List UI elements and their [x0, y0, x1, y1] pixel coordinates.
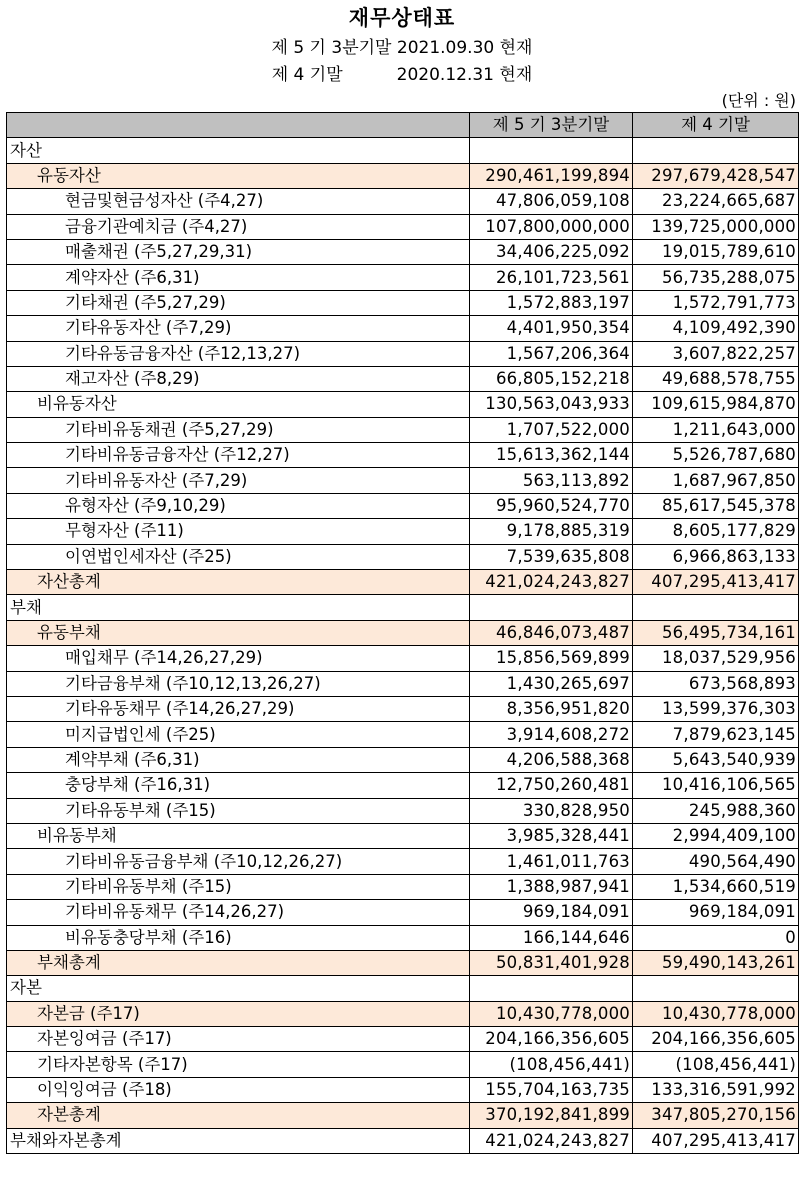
account-label: 무형자산 (주11)	[7, 519, 470, 544]
account-label: 자본	[7, 976, 470, 1001]
table-row	[7, 265, 799, 290]
prior-value: 245,988,360	[633, 798, 799, 823]
current-value	[470, 595, 633, 620]
account-label: 기타비유동채무 (주14,26,27)	[7, 900, 470, 925]
prior-value: 204,166,356,605	[633, 1027, 799, 1052]
table-row	[7, 1128, 799, 1153]
prior-value: 0	[633, 925, 799, 950]
statement-title: 재무상태표	[348, 6, 456, 30]
column-header-account	[7, 113, 470, 138]
prior-value: 59,490,143,261	[633, 950, 799, 975]
current-value: 3,914,608,272	[470, 722, 633, 747]
current-value: 421,024,243,827	[470, 570, 633, 595]
account-label: 기타자본항목 (주17)	[7, 1052, 470, 1077]
period-current: 제 5 기 3분기말 2021.09.30 현재	[271, 38, 533, 58]
prior-value: 5,643,540,939	[633, 747, 799, 772]
current-value: 1,388,987,941	[470, 874, 633, 899]
account-label: 계약부채 (주6,31)	[7, 747, 470, 772]
table-row	[7, 316, 799, 341]
prior-value: 56,735,288,075	[633, 265, 799, 290]
table-row	[7, 1001, 799, 1026]
prior-value: 297,679,428,547	[633, 163, 799, 188]
table-row	[7, 925, 799, 950]
account-label: 비유동부채	[7, 823, 470, 848]
prior-value: 10,430,778,000	[633, 1001, 799, 1026]
current-value: 563,113,892	[470, 468, 633, 493]
prior-value: 1,211,643,000	[633, 417, 799, 442]
prior-value: 347,805,270,156	[633, 1103, 799, 1128]
current-value: 46,846,073,487	[470, 620, 633, 645]
current-value: 969,184,091	[470, 900, 633, 925]
current-value: 4,206,588,368	[470, 747, 633, 772]
account-label: 충당부채 (주16,31)	[7, 773, 470, 798]
account-label: 기타비유동자산 (주7,29)	[7, 468, 470, 493]
prior-value: 56,495,734,161	[633, 620, 799, 645]
current-value: 204,166,356,605	[470, 1027, 633, 1052]
account-label: 유동자산	[7, 163, 470, 188]
account-label: 이연법인세자산 (주25)	[7, 544, 470, 569]
current-value: 1,572,883,197	[470, 290, 633, 315]
table-header-row	[7, 113, 799, 138]
current-value: 107,800,000,000	[470, 214, 633, 239]
table-row	[7, 722, 799, 747]
account-label: 기타비유동금융자산 (주12,27)	[7, 443, 470, 468]
table-row	[7, 239, 799, 264]
prior-value	[633, 976, 799, 1001]
table-row	[7, 773, 799, 798]
table-row	[7, 189, 799, 214]
account-label: 현금및현금성자산 (주4,27)	[7, 189, 470, 214]
prior-value: 18,037,529,956	[633, 646, 799, 671]
table-row	[7, 443, 799, 468]
prior-value: 6,966,863,133	[633, 544, 799, 569]
current-value: 15,613,362,144	[470, 443, 633, 468]
current-value: 1,567,206,364	[470, 341, 633, 366]
prior-value: 7,879,623,145	[633, 722, 799, 747]
current-value: 166,144,646	[470, 925, 633, 950]
account-label: 금융기관예치금 (주4,27)	[7, 214, 470, 239]
current-value: 330,828,950	[470, 798, 633, 823]
prior-value: 407,295,413,417	[633, 1128, 799, 1153]
prior-value: 1,687,967,850	[633, 468, 799, 493]
prior-value: 407,295,413,417	[633, 570, 799, 595]
current-value: 1,430,265,697	[470, 671, 633, 696]
current-value	[470, 138, 633, 163]
column-header-current: 제 5 기 3분기말	[470, 113, 633, 138]
account-label: 매입채무 (주14,26,27,29)	[7, 646, 470, 671]
table-row	[7, 671, 799, 696]
account-label: 기타비유동부채 (주15)	[7, 874, 470, 899]
prior-value: 969,184,091	[633, 900, 799, 925]
table-row	[7, 468, 799, 493]
prior-value: 5,526,787,680	[633, 443, 799, 468]
prior-value	[633, 138, 799, 163]
prior-value: 49,688,578,755	[633, 366, 799, 391]
table-row	[7, 620, 799, 645]
account-label: 자본잉여금 (주17)	[7, 1027, 470, 1052]
current-value: 1,707,522,000	[470, 417, 633, 442]
current-value: 15,856,569,899	[470, 646, 633, 671]
table-row	[7, 646, 799, 671]
current-value	[470, 976, 633, 1001]
current-value: 34,406,225,092	[470, 239, 633, 264]
column-header-prior: 제 4 기말	[633, 113, 799, 138]
prior-value	[633, 595, 799, 620]
table-row	[7, 798, 799, 823]
account-label: 기타유동채무 (주14,26,27,29)	[7, 696, 470, 721]
account-label: 자산	[7, 138, 470, 163]
table-row	[7, 900, 799, 925]
account-label: 매출채권 (주5,27,29,31)	[7, 239, 470, 264]
table-row	[7, 747, 799, 772]
current-value: 7,539,635,808	[470, 544, 633, 569]
account-label: 부채와자본총계	[7, 1128, 470, 1153]
table-row	[7, 519, 799, 544]
current-value: (108,456,441)	[470, 1052, 633, 1077]
prior-value: 139,725,000,000	[633, 214, 799, 239]
table-row	[7, 570, 799, 595]
table-row	[7, 874, 799, 899]
table-row	[7, 849, 799, 874]
current-value: 421,024,243,827	[470, 1128, 633, 1153]
table-row	[7, 493, 799, 518]
period-prior: 제 4 기말 2020.12.31 현재	[271, 65, 533, 85]
balance-sheet-table	[6, 112, 799, 1154]
table-row	[7, 595, 799, 620]
account-label: 기타유동부채 (주15)	[7, 798, 470, 823]
table-row	[7, 976, 799, 1001]
account-label: 자본금 (주17)	[7, 1001, 470, 1026]
account-label: 유동부채	[7, 620, 470, 645]
table-row	[7, 1077, 799, 1102]
account-label: 기타유동자산 (주7,29)	[7, 316, 470, 341]
account-label: 자산총계	[7, 570, 470, 595]
current-value: 8,356,951,820	[470, 696, 633, 721]
table-row	[7, 417, 799, 442]
table-row	[7, 138, 799, 163]
table-row	[7, 392, 799, 417]
table-row	[7, 366, 799, 391]
prior-value: 19,015,789,610	[633, 239, 799, 264]
account-label: 자본총계	[7, 1103, 470, 1128]
prior-value: 13,599,376,303	[633, 696, 799, 721]
account-label: 부채총계	[7, 950, 470, 975]
current-value: 130,563,043,933	[470, 392, 633, 417]
prior-value: 2,994,409,100	[633, 823, 799, 848]
prior-value: 85,617,545,378	[633, 493, 799, 518]
prior-value: 109,615,984,870	[633, 392, 799, 417]
current-value: 4,401,950,354	[470, 316, 633, 341]
prior-value: 1,534,660,519	[633, 874, 799, 899]
account-label: 기타유동금융자산 (주12,13,27)	[7, 341, 470, 366]
prior-value: 10,416,106,565	[633, 773, 799, 798]
prior-value: 133,316,591,992	[633, 1077, 799, 1102]
table-row	[7, 1027, 799, 1052]
account-label: 이익잉여금 (주18)	[7, 1077, 470, 1102]
table-row	[7, 1052, 799, 1077]
current-value: 47,806,059,108	[470, 189, 633, 214]
account-label: 비유동자산	[7, 392, 470, 417]
table-row	[7, 950, 799, 975]
current-value: 1,461,011,763	[470, 849, 633, 874]
prior-value: (108,456,441)	[633, 1052, 799, 1077]
prior-value: 1,572,791,773	[633, 290, 799, 315]
table-row	[7, 696, 799, 721]
table-row	[7, 163, 799, 188]
current-value: 26,101,723,561	[470, 265, 633, 290]
prior-value: 490,564,490	[633, 849, 799, 874]
account-label: 유형자산 (주9,10,29)	[7, 493, 470, 518]
account-label: 기타비유동금융부채 (주10,12,26,27)	[7, 849, 470, 874]
account-label: 부채	[7, 595, 470, 620]
current-value: 155,704,163,735	[470, 1077, 633, 1102]
table-row	[7, 214, 799, 239]
current-value: 370,192,841,899	[470, 1103, 633, 1128]
prior-value: 8,605,177,829	[633, 519, 799, 544]
current-value: 66,805,152,218	[470, 366, 633, 391]
account-label: 재고자산 (주8,29)	[7, 366, 470, 391]
prior-value: 3,607,822,257	[633, 341, 799, 366]
current-value: 10,430,778,000	[470, 1001, 633, 1026]
prior-value: 673,568,893	[633, 671, 799, 696]
current-value: 12,750,260,481	[470, 773, 633, 798]
current-value: 50,831,401,928	[470, 950, 633, 975]
table-row	[7, 341, 799, 366]
account-label: 계약자산 (주6,31)	[7, 265, 470, 290]
account-label: 기타채권 (주5,27,29)	[7, 290, 470, 315]
table-row	[7, 544, 799, 569]
account-label: 기타금융부채 (주10,12,13,26,27)	[7, 671, 470, 696]
unit-label: (단위 : 원)	[721, 91, 796, 110]
current-value: 290,461,199,894	[470, 163, 633, 188]
account-label: 기타비유동채권 (주5,27,29)	[7, 417, 470, 442]
table-row	[7, 823, 799, 848]
prior-value: 23,224,665,687	[633, 189, 799, 214]
account-label: 비유동충당부채 (주16)	[7, 925, 470, 950]
account-label: 미지급법인세 (주25)	[7, 722, 470, 747]
current-value: 95,960,524,770	[470, 493, 633, 518]
table-row	[7, 1103, 799, 1128]
table-row	[7, 290, 799, 315]
prior-value: 4,109,492,390	[633, 316, 799, 341]
current-value: 9,178,885,319	[470, 519, 633, 544]
current-value: 3,985,328,441	[470, 823, 633, 848]
